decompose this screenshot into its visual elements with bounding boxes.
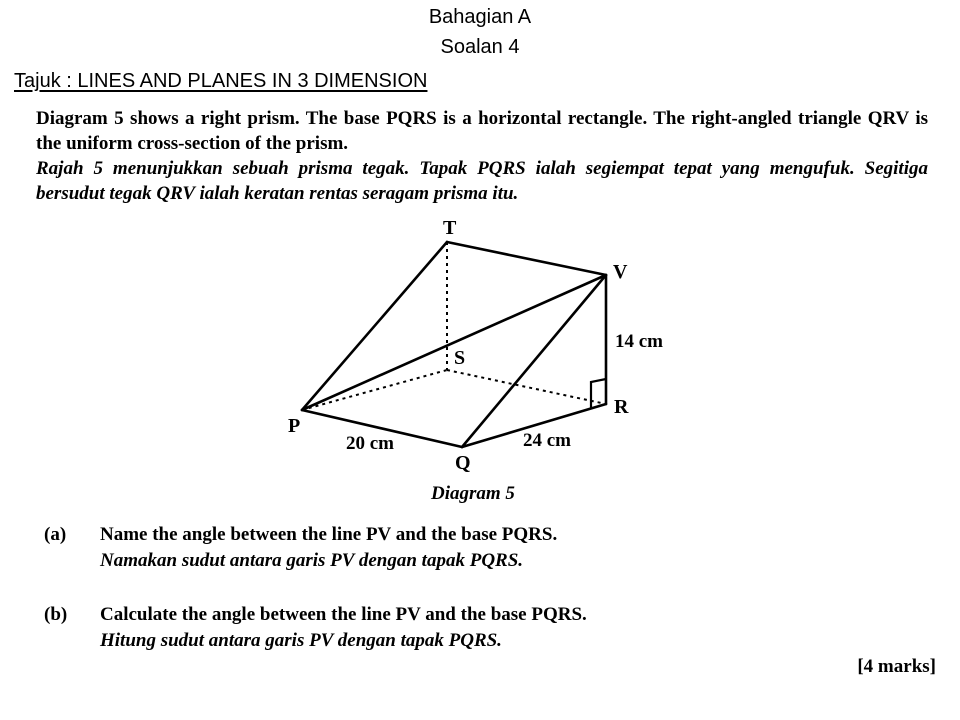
edge-qr [462, 404, 606, 447]
hidden-edge-ps [302, 370, 447, 410]
part-a-malay: Namakan sudut antara garis PV dengan tapak PQRS. [100, 550, 524, 571]
vertex-label-q: Q [455, 452, 471, 474]
question-part-b [44, 602, 904, 662]
vertex-label-t: T [443, 217, 457, 239]
vertex-label-p: P [288, 415, 301, 437]
intro-english: Diagram 5 shows a right prism. The base PQRS is a horizontal rectangle. The right-angled triangle QRV is the uniform cross-section of the prism. [36, 108, 928, 154]
edge-tv [447, 242, 606, 275]
question-part-a [44, 522, 904, 582]
section-title: Bahagian A [428, 6, 532, 28]
edge-qv [462, 275, 606, 447]
edge-pv [302, 275, 606, 410]
measure-pq: 20 cm [346, 433, 395, 454]
intro-malay: Rajah 5 menunjukkan sebuah prisma tegak. Tapak PQRS ialah segiempat tepat yang mengufuk. Segitiga bersudut tegak QRV ialah keratan rentas seragam prisma itu. [36, 158, 928, 204]
part-b-label: (b) [44, 604, 68, 625]
part-b-malay: Hitung sudut antara garis PV dengan tapak PQRS. [100, 630, 502, 651]
question-intro [36, 106, 928, 206]
measure-height: 14 cm [615, 331, 664, 352]
diagram-caption: Diagram 5 [431, 483, 515, 504]
edge-pq [302, 410, 462, 447]
edge-pt [302, 242, 447, 410]
vertex-label-v: V [613, 261, 628, 283]
part-a-label: (a) [44, 524, 67, 545]
vertex-label-r: R [614, 396, 629, 418]
hidden-edge-sr [447, 370, 606, 404]
measure-qr: 24 cm [523, 430, 572, 451]
question-title: Soalan 4 [440, 36, 520, 58]
topic-title: Tajuk : LINES AND PLANES IN 3 DIMENSION [14, 70, 428, 92]
vertex-label-s: S [454, 347, 466, 369]
right-angle-mark [591, 379, 606, 408]
part-b-english: Calculate the angle between the line PV and the base PQRS. [100, 604, 587, 625]
part-a-english: Name the angle between the line PV and the base PQRS. [100, 524, 558, 545]
marks-label: [4 marks] [857, 656, 936, 677]
